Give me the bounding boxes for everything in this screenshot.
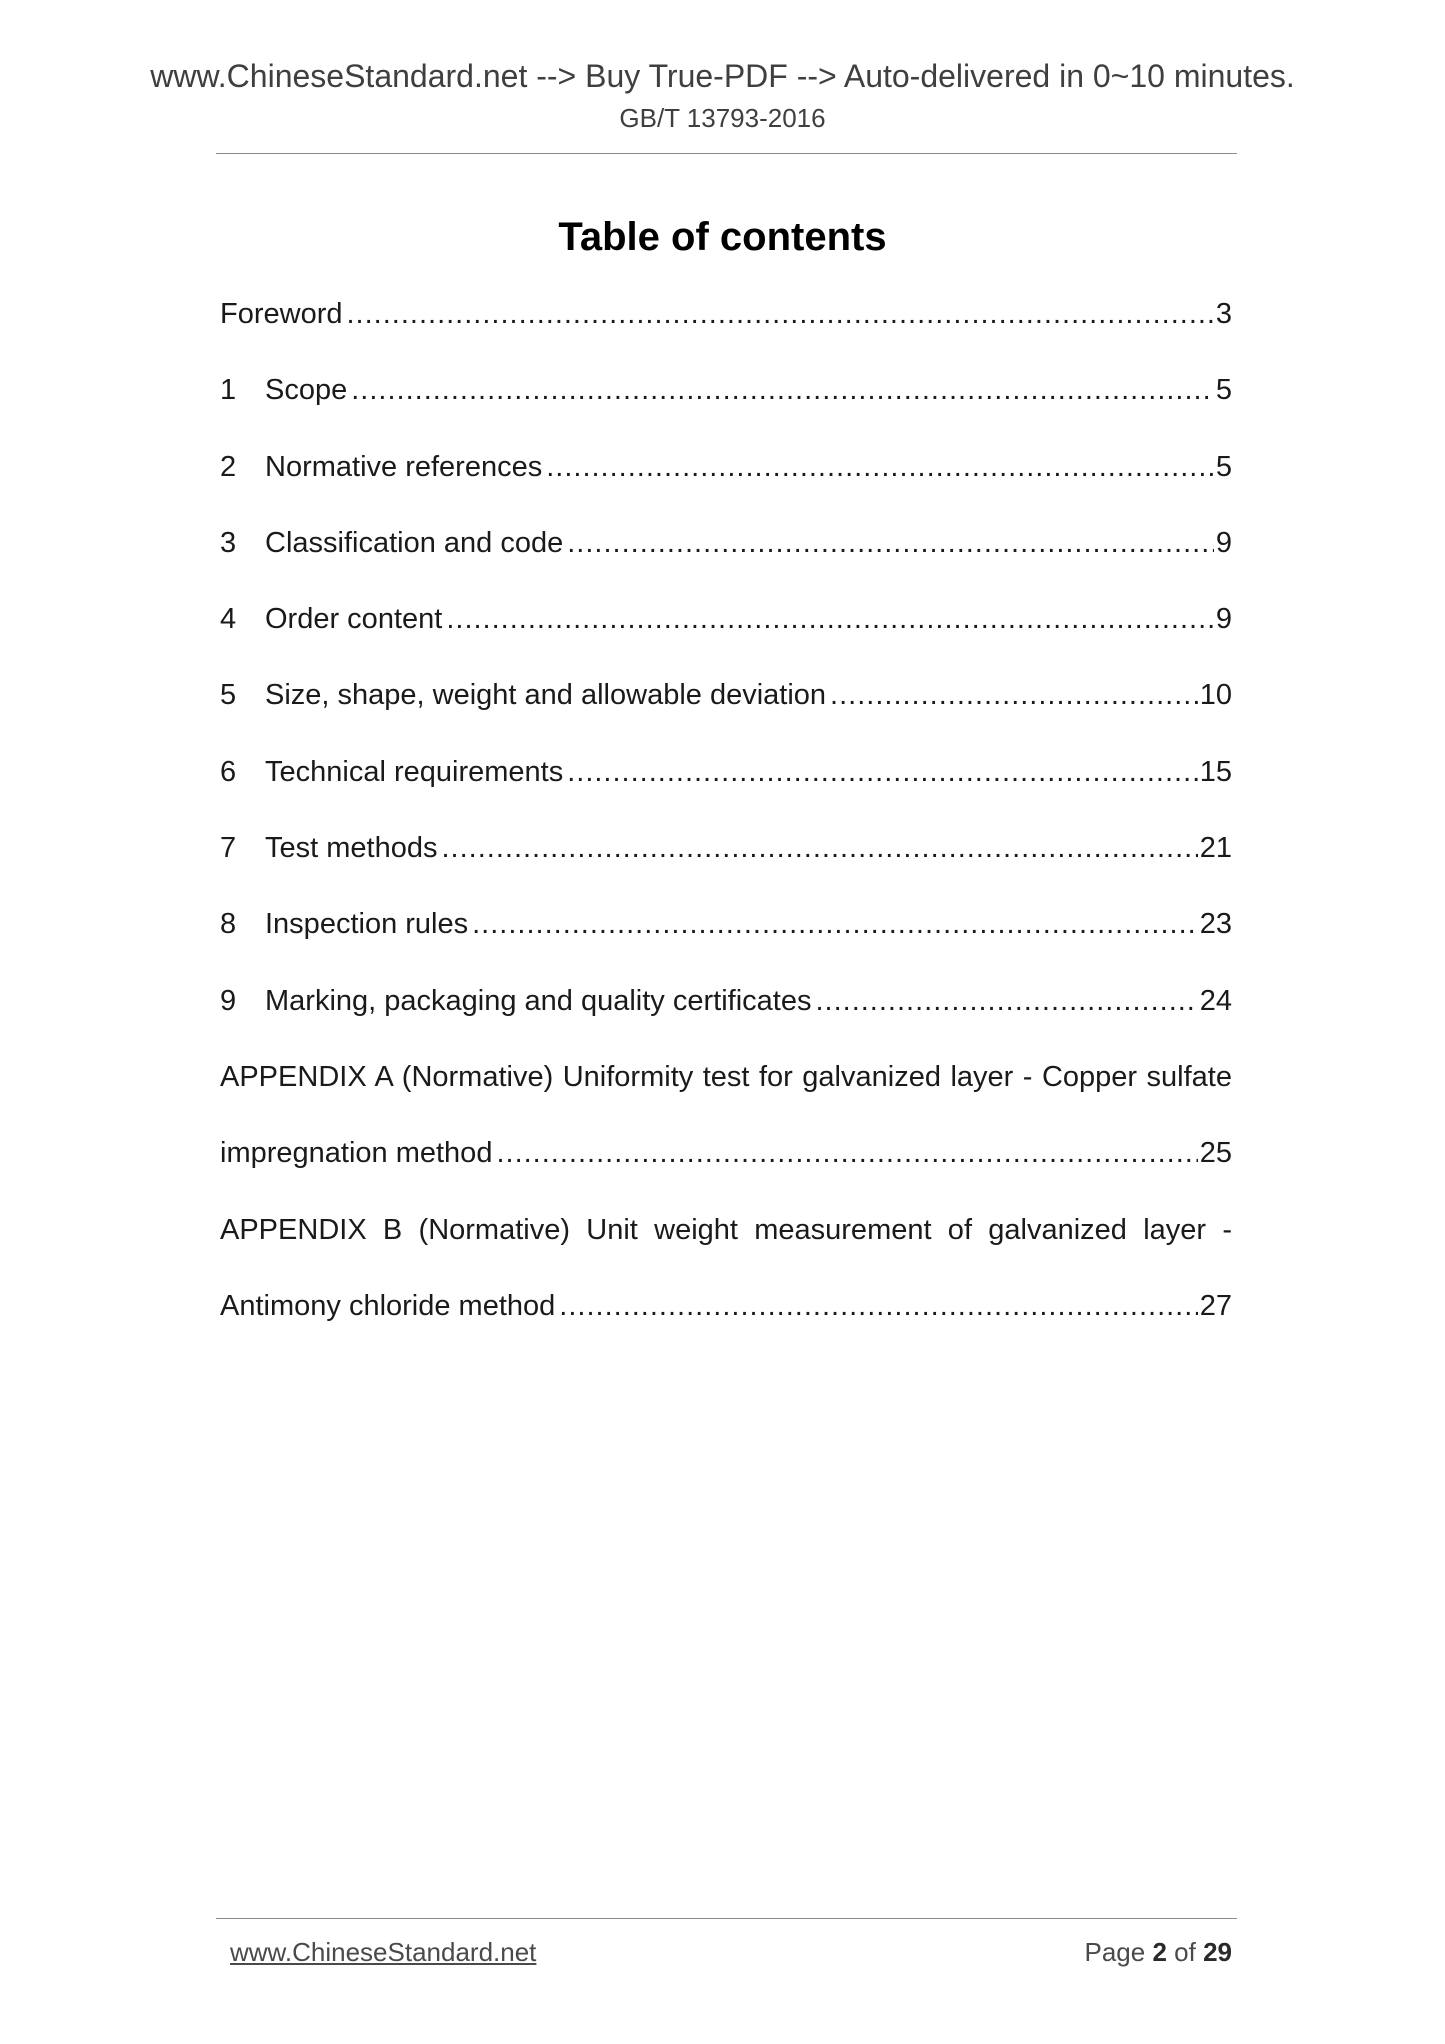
toc-entry-text: APPENDIX A (Normative) Uniformity test for galvanized layer - Copper sulfate [220,1060,1232,1093]
toc-entry-normative-references[interactable] [220,443,1232,519]
dot-leader [347,290,1214,338]
toc-entry-text: Size, shape, weight and allowable deviation [265,679,827,712]
toc-entry-text: Test methods [265,832,438,865]
toc-entry-text: Technical requirements [265,755,564,788]
toc-entry-page: 9 [1215,603,1232,636]
toc-entry-number: 6 [220,755,237,788]
toc-entry-number: 4 [220,603,237,636]
toc-entry-number: 2 [220,450,237,483]
total-pages: 29 [1203,1937,1232,1967]
page-number [1084,1935,1232,1969]
toc-entry-page: 5 [1215,374,1232,407]
toc-entry-page: 21 [1199,832,1232,865]
toc-entry-number: 1 [220,374,237,407]
toc-entry-page: 15 [1199,755,1232,788]
dot-leader [546,443,1214,491]
toc-entry-text: APPENDIX B (Normative) Unit weight measurement of galvanized layer - [220,1213,1232,1246]
toc-entry-text: impregnation method [220,1137,493,1170]
dot-leader [496,1129,1197,1177]
toc-entry-page: 9 [1215,526,1232,559]
dot-leader [472,900,1198,948]
page-of-label: of [1174,1937,1196,1967]
dot-leader [815,977,1197,1025]
toc-entry-size-shape-weight[interactable] [220,671,1232,747]
toc-entry-text: Antimony chloride method [220,1289,556,1322]
page-label: Page [1084,1937,1146,1967]
toc-entry-text: Normative references [265,450,543,483]
dot-leader [567,748,1198,796]
dot-leader [446,595,1214,643]
toc-entry-appendix-a-line2[interactable] [220,1129,1232,1205]
toc-entry-text: Marking, packaging and quality certificates [265,984,812,1017]
dot-leader [351,366,1214,414]
toc-entry-text: Inspection rules [265,908,469,941]
document-code: GB/T 13793-2016 [619,103,826,133]
toc-entry-scope[interactable] [220,366,1232,442]
toc-entry-page: 5 [1215,450,1232,483]
current-page: 2 [1152,1937,1167,1967]
dot-leader [441,824,1197,872]
toc-entry-number: 3 [220,526,237,559]
toc-entry-marking-packaging[interactable] [220,977,1232,1053]
toc-entry-page: 23 [1199,908,1232,941]
toc-entry-test-methods[interactable] [220,824,1232,900]
toc-entry-text: Scope [265,374,348,407]
toc-entry-page: 24 [1199,984,1232,1017]
toc-entry-page: 10 [1199,679,1232,712]
toc-entry-page: 27 [1199,1289,1232,1322]
dot-leader [830,671,1198,719]
toc-entry-appendix-b-line1[interactable] [220,1206,1232,1282]
page-title: Table of contents [558,215,887,259]
header-divider [216,153,1237,154]
dot-leader [559,1282,1197,1330]
toc-entry-foreword[interactable] [220,290,1232,366]
footer-site-link[interactable]: www.ChineseStandard.net [230,1937,537,1967]
toc-entry-appendix-b-line2[interactable] [220,1282,1232,1358]
toc-entry-page: 25 [1199,1137,1232,1170]
toc-entry-number: 9 [220,984,237,1017]
toc-entry-order-content[interactable] [220,595,1232,671]
toc-entry-text: Classification and code [265,526,564,559]
toc-entry-classification-and-code[interactable] [220,519,1232,595]
toc-entry-technical-requirements[interactable] [220,748,1232,824]
toc-entry-number: 5 [220,679,237,712]
toc-entry-appendix-a-line1[interactable] [220,1053,1232,1129]
dot-leader [567,519,1214,567]
toc-entry-text: Foreword [220,298,343,330]
toc-entry-number: 7 [220,832,237,865]
site-banner: www.ChineseStandard.net --> Buy True-PDF --> Auto-delivered in 0~10 minutes. [150,58,1295,94]
toc-entry-number: 8 [220,908,237,941]
toc-entry-inspection-rules[interactable] [220,900,1232,976]
footer-divider [216,1918,1237,1919]
toc-entry-page: 3 [1215,298,1232,330]
toc-entry-text: Order content [265,603,443,636]
table-of-contents [220,290,1232,1358]
